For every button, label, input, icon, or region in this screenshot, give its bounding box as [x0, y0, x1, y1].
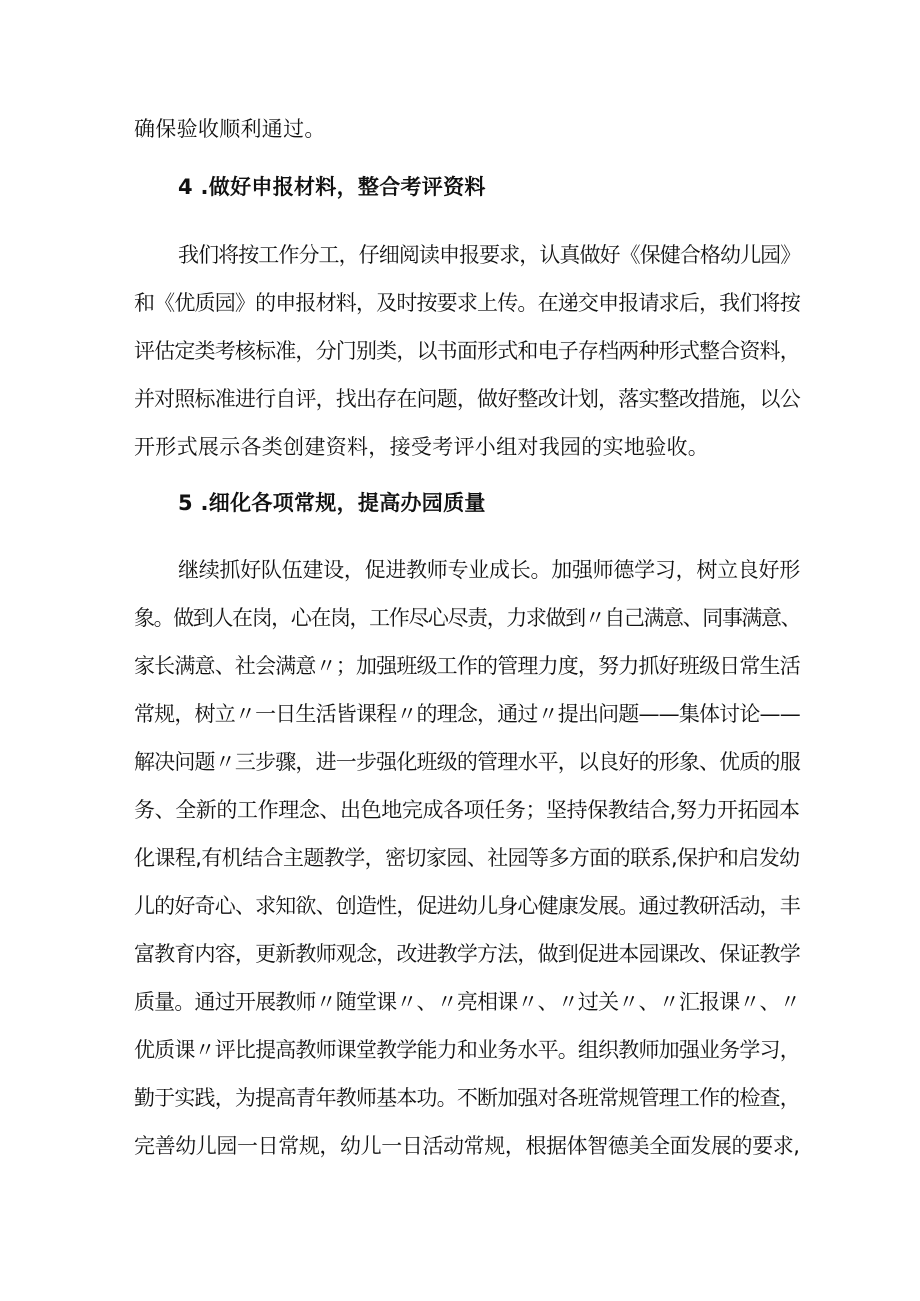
section-5-heading: 5 .细化各项常规，提高办园质量 [178, 491, 486, 515]
section-4-line: 开形式展示各类创建资料，接受考评小组对我园的实地验收。 [134, 435, 710, 459]
section-4-heading: 4 .做好申报材料，整合考评资料 [178, 175, 486, 199]
section-5-line: 化课程,有机结合主题教学，密切家园、社园等多方面的联系,保护和启发幼 [134, 846, 800, 870]
section-5-line: 继续抓好队伍建设，促进教师专业成长。加强师德学习，树立良好形 [178, 558, 800, 582]
section-4-line: 我们将按工作分工，仔细阅读申报要求，认真做好《保健合格幼儿园》 [178, 243, 801, 267]
section-5-line: 务、全新的工作理念、出色地完成各项任务；坚持保教结合,努力开拓园本 [134, 798, 800, 822]
section-5-line: 勤于实践，为提高青年教师基本功。不断加强对各班常规管理工作的检查， [134, 1086, 800, 1110]
section-4-line: 和《优质园》的申报材料，及时按要求上传。在递交申报请求后，我们将按 [134, 291, 800, 315]
section-5-line: 家长满意、社会满意〃；加强班级工作的管理力度，努力抓好班级日常生活 [134, 654, 800, 678]
section-5-line: 优质课〃评比提高教师课堂教学能力和业务水平。组织教师加强业务学习， [134, 1038, 800, 1062]
section-5-line: 常规，树立〃一日生活皆课程〃的理念，通过〃提出问题——集体讨论—— [134, 702, 800, 726]
section-5-line: 解决问题〃三步骤，进一步强化班级的管理水平，以良好的形象、优质的服 [134, 750, 800, 774]
continuation-line: 确保验收顺利通过。 [134, 117, 326, 141]
section-4-line: 评估定类考核标准，分门别类，以书面形式和电子存档两种形式整合资料， [134, 339, 800, 363]
section-4-line: 并对照标准进行自评，找出存在问题，做好整改计划，落实整改措施，以公 [134, 387, 800, 411]
section-5-line: 象。做到人在岗，心在岗，工作尽心尽责，力求做到〃自己满意、同事满意、 [134, 606, 801, 630]
section-5-line: 完善幼儿园一日常规，幼儿一日活动常规，根据体智德美全面发展的要求, [134, 1134, 800, 1158]
section-5-line: 质量。通过开展教师〃随堂课〃、〃亮相课〃、〃过关〃、〃汇报课〃、〃 [134, 990, 800, 1014]
section-5-line: 富教育内容，更新教师观念，改进教学方法，做到促进本园课改、保证教学 [134, 942, 800, 966]
section-5-line: 儿的好奇心、求知欲、创造性，促进幼儿身心健康发展。通过教研活动，丰 [134, 894, 800, 918]
